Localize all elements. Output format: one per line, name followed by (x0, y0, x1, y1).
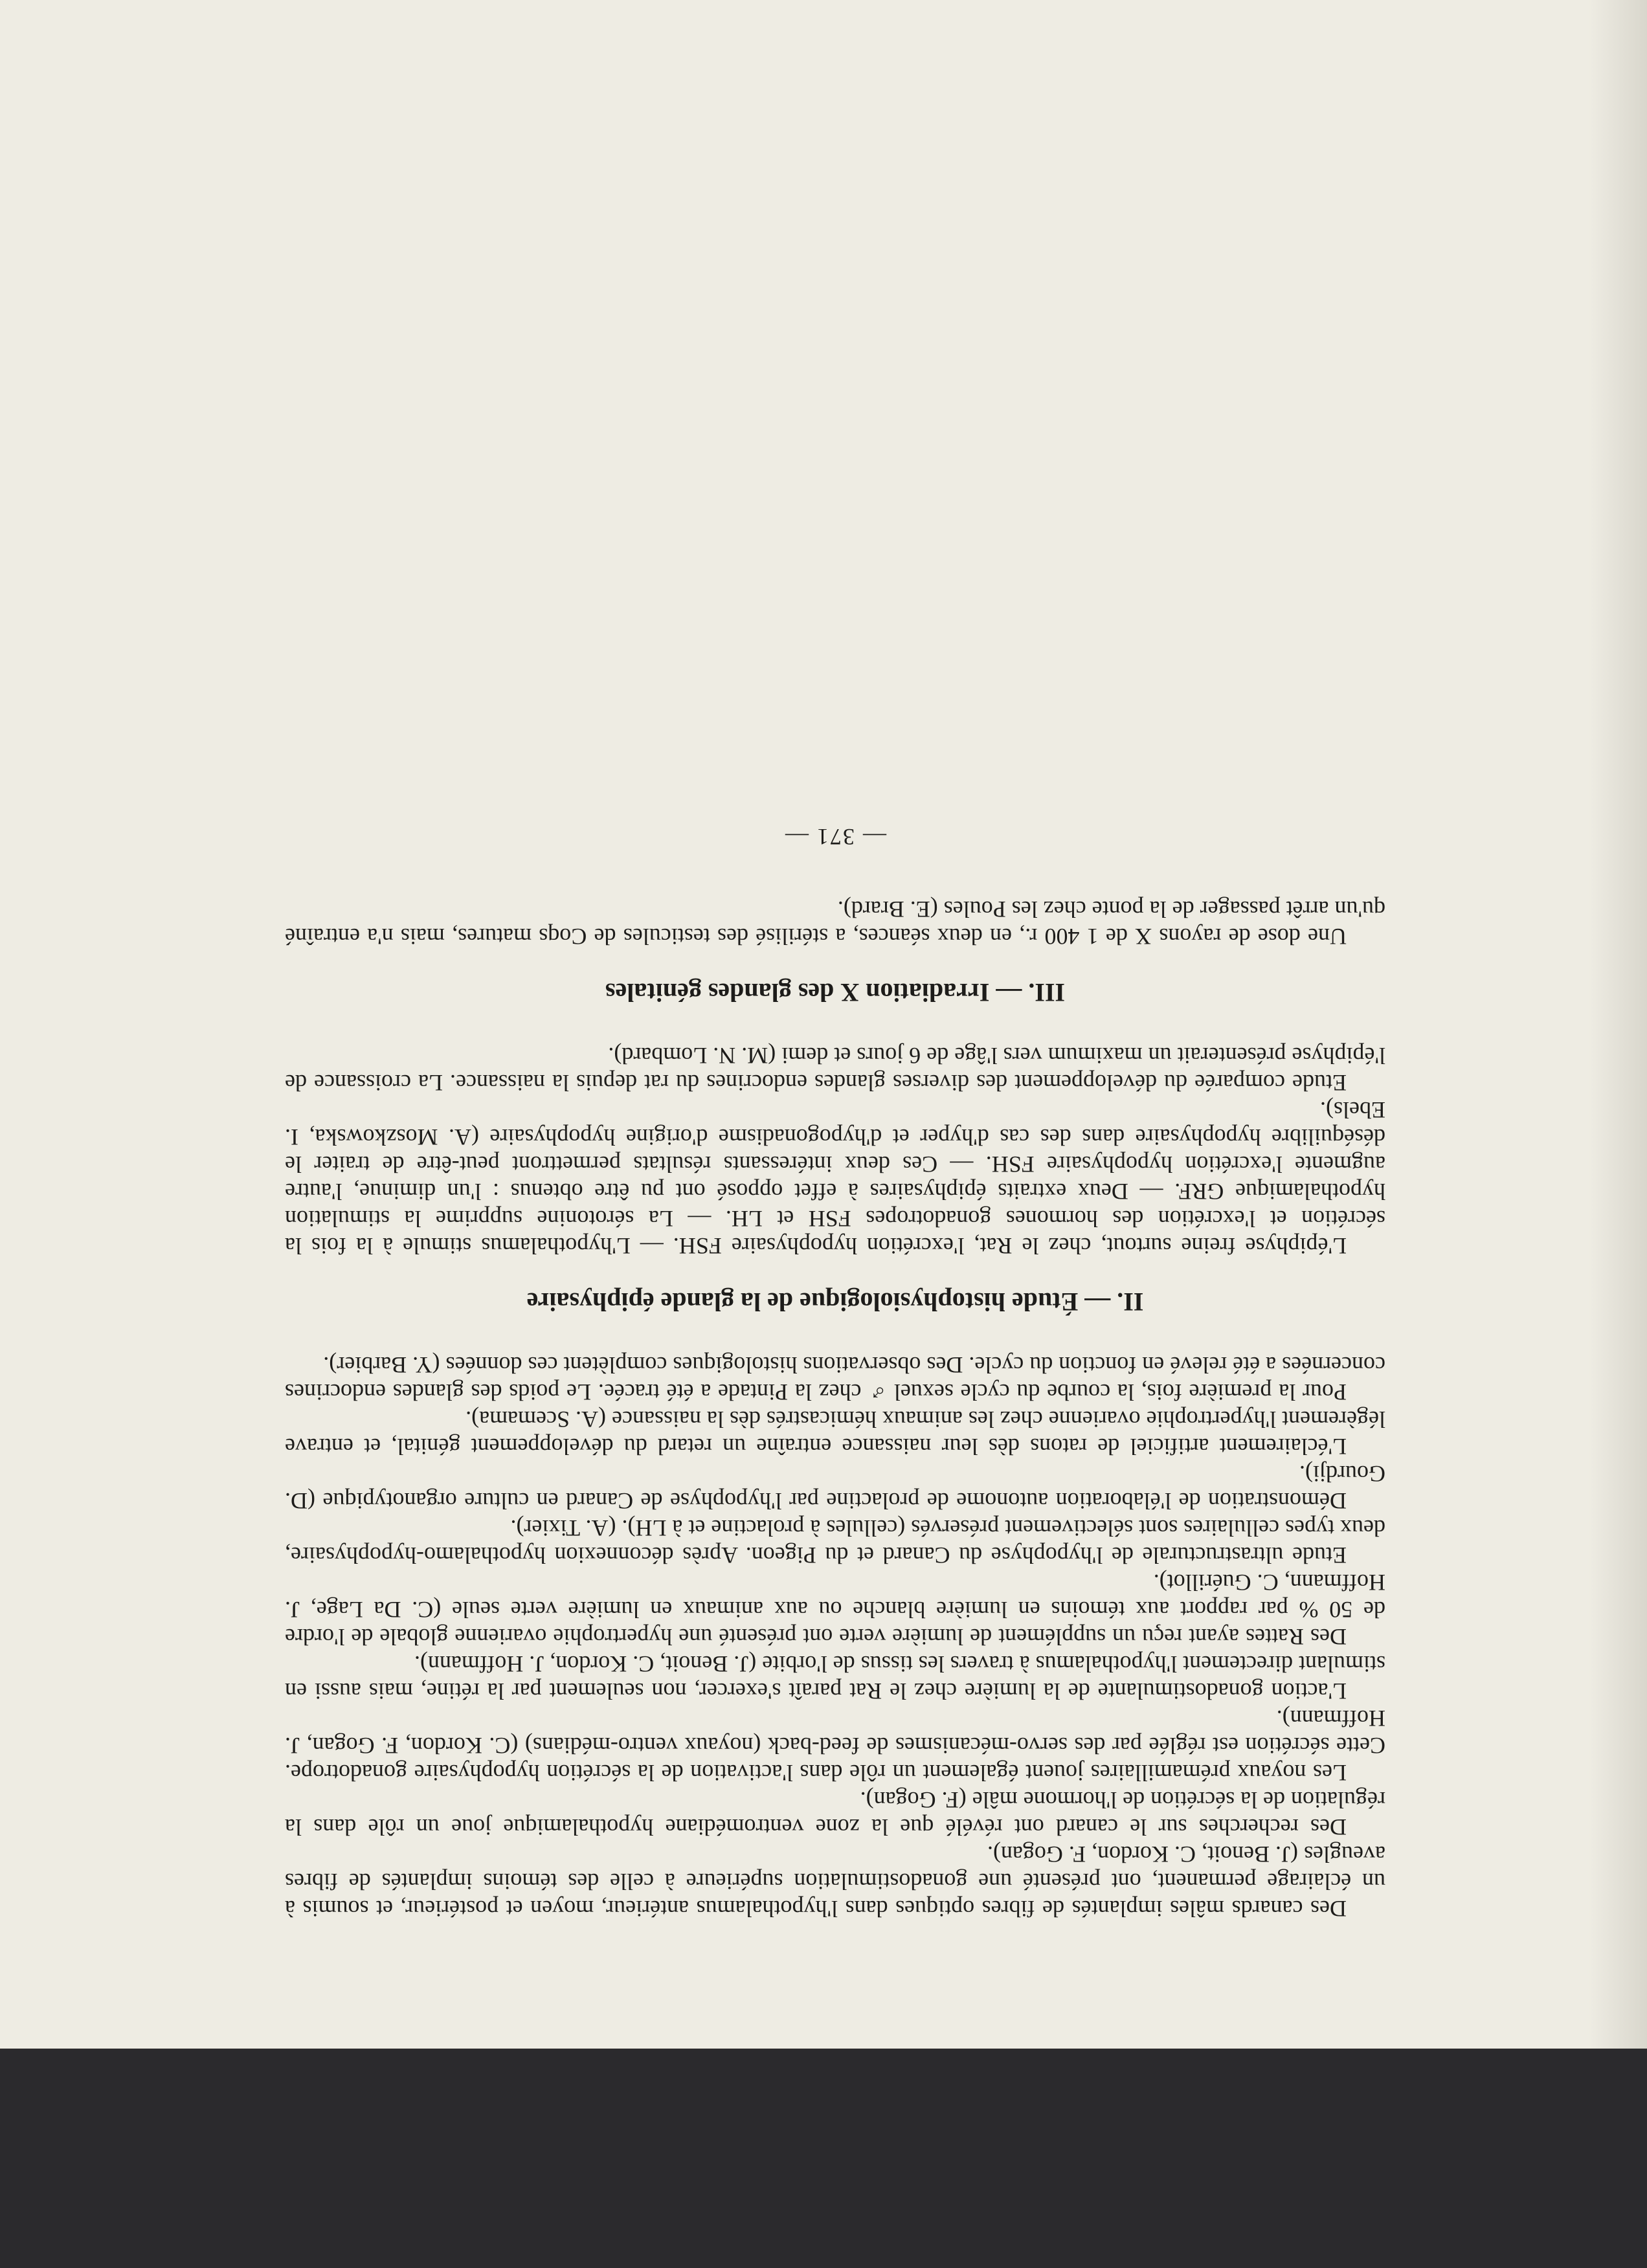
section-3 (285, 896, 1385, 950)
paragraph: Etude comparée du développement des diverses glandes endocrines du rat depuis la naissance. La croissance de l'épiphyse présenterait un maximum vers l'âge de 6 jours et demi (M. N. Lombard). (285, 1043, 1385, 1096)
paragraph: Des recherches sur le canard ont révélé que la zone ventromédiane hypothalamique joue un rôle dans la régulation de la sécrétion de l'hormone mâle (F. Gogan). (285, 1787, 1385, 1840)
paragraph: L'action gonadostimulante de la lumière chez le Rat paraît s'exercer, non seulement par la rétine, mais aussi en stimulant directement l'hypothalamus à travers les tissus de l'orbite (J. Benoit, C. Kordon, J. Hoffmann). (285, 1651, 1385, 1704)
page-number: — 371 — (784, 824, 886, 850)
paragraph: Des Rattes ayant reçu un supplément de lumière verte ont présenté une hypertrophie ovarienne globale de l'ordre de 50 % par rapport aux témoins en lumière blanche ou aux animaux en lumière verte seule (C. Da Lage, J. Hoffmann, C. Guérillot). (285, 1570, 1385, 1650)
paragraph: Une dose de rayons X de 1 400 r., en deux séances, a stérilisé des testicules de Coqs matures, mais n'a entraîné qu'un arrêt passager de la ponte chez les Poules (E. Brard). (285, 896, 1385, 950)
paragraph: Les noyaux prémamillaires jouent également un rôle dans l'activation de la sécrétion hypophysaire gonadotrope. Cette sécrétion est réglée par des servo-mécanismes de feed-back (noyaux ventro-médians) (C. Kordon, F. Gogan, J. Hoffmann). (285, 1706, 1385, 1786)
section-heading-epiphyse: II. — Étude histophysiologique de la glande épiphysaire (526, 1287, 1144, 1317)
section-2 (285, 1042, 1385, 1260)
paragraph: Des canards mâles implantés de fibres optiques dans l'hypothalamus antérieur, moyen et postérieur, et soumis à un éclairage permanent, ont présenté une gonadostimulation supérieure à celle des témoins implantés de fibres aveugles (J. Benoit, C. Kordon, F. Gogan). (285, 1841, 1385, 1922)
paragraph: Etude ultrastructurale de l'hypophyse du Canard et du Pigeon. Après déconnexion hypothalamo-hypophysaire, deux types cellulaires sont sélectivement préservés (cellules à prolactine et à LH). (A. Tixier). (285, 1515, 1385, 1568)
paragraph: Pour la première fois, la courbe du cycle sexuel ♂ chez la Pintade a été tracée. Le poids des glandes endocrines concernées a été relevé en fonction du cycle. Des observations histologiques complètent ces données (Y. Barbier). (285, 1352, 1385, 1405)
paragraph: Démonstration de l'élaboration autonome de prolactine par l'hypophyse de Canard en culture organotypique (D. Gourdji). (285, 1461, 1385, 1514)
paragraph: L'épiphyse freine surtout, chez le Rat, l'excrétion hypophysaire FSH. — L'hypothalamus stimule à la fois la sécrétion et l'excrétion des hormones gonadotropes FSH et LH. — La sérotonine supprime la stimulation hypothalamique GRF. — Deux extraits épiphysaires à effet opposé ont pu être obtenus : l'un diminue, l'autre augmente l'excrétion hypophysaire FSH. — Ces deux intéressants résultats permettront peut-être de traiter le déséquilibre hypophysaire dans des cas d'hyper et d'hypogonadisme d'origine hypophysaire (A. Moszkowska, I. Ebels). (285, 1097, 1385, 1259)
scanner-backdrop (0, 2049, 1647, 2268)
paragraph: L'éclairement artificiel de ratons dès leur naissance entraîne un retard du développement génital, et entrave légèrement l'hypertrophie ovarienne chez les animaux hémicastrés dès la naissance (A. Scemama). (285, 1406, 1385, 1460)
section-1 (285, 1351, 1385, 1922)
rotated-text-block (285, 214, 1385, 1922)
section-heading-irradiation: III. — Irradiation X des glandes génitales (605, 978, 1066, 1007)
